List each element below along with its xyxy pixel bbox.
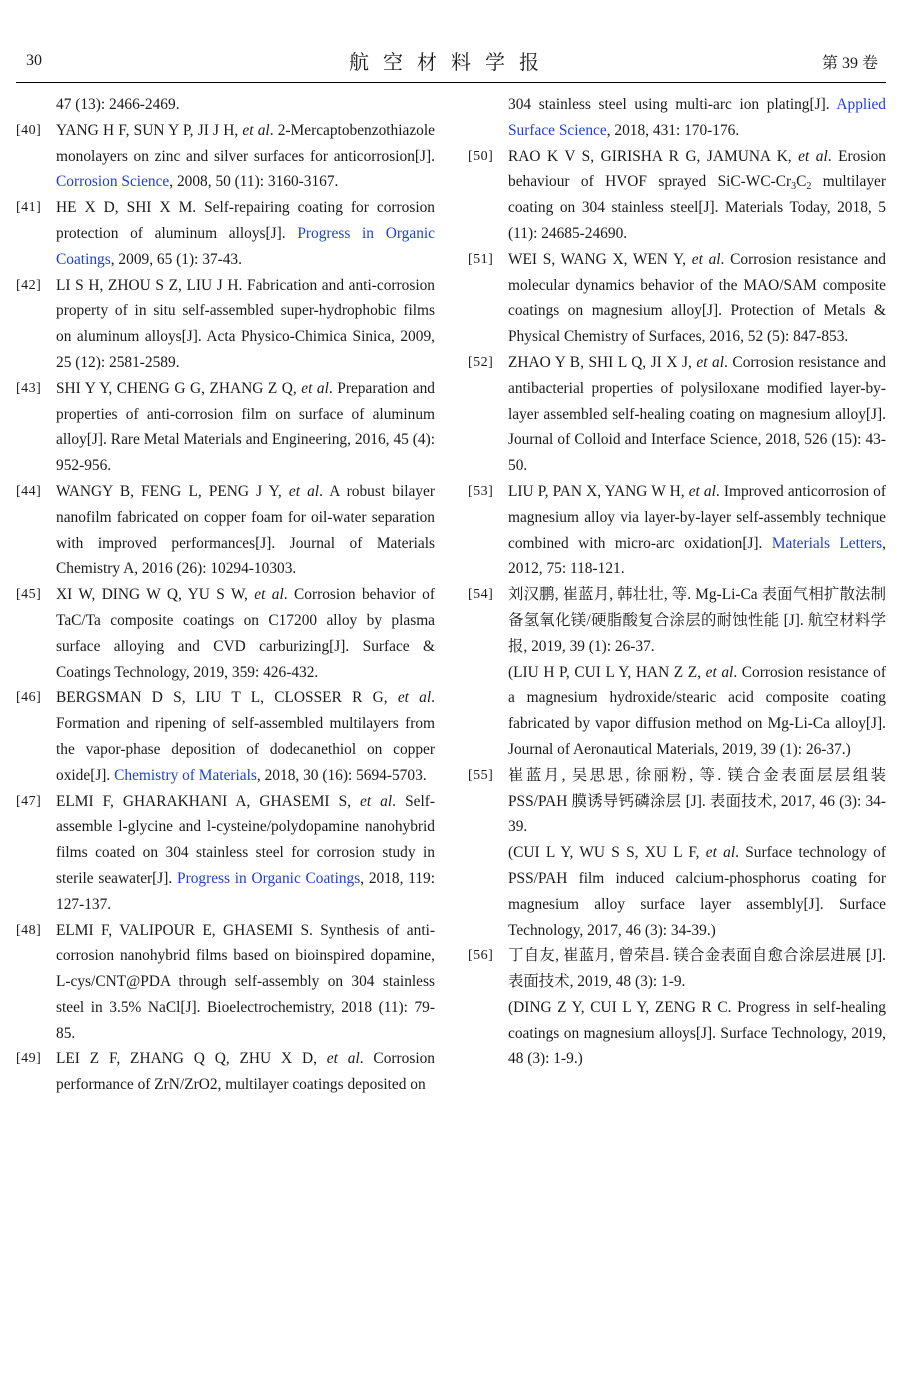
reference-55: [55] 崔蓝月, 吴思思, 徐丽粉, 等. 镁合金表面层层组装 PSS/PAH 膜诱导钙磷涂层 [J]. 表面技术, 2017, 46 (3): 34-39. <box>468 763 886 840</box>
reference-number: [44] <box>16 483 42 499</box>
page-number: 30 <box>26 52 42 69</box>
page-header <box>0 0 902 85</box>
reference-44: [44] WANGY B, FENG L, PENG J Y, et al. A robust bilayer nanofilm fabricated on copper foam for oil-water separation with improved performances[J]. Journal of Materials Chemistry A, 2016 (26): 10294-10303. <box>16 479 435 582</box>
reference-42: [42] LI S H, ZHOU S Z, LIU J H. Fabrication and anti-corrosion property of in situ self-assembled super-hydrophobic films on aluminum alloys[J]. Acta Physico-Chimica Sinica, 2009, 25 (12): 2581-2589. <box>16 273 435 376</box>
reference-number: [43] <box>16 380 42 396</box>
reference-54: [54] 刘汉鹏, 崔蓝月, 韩壮壮, 等. Mg-Li-Ca 表面气相扩散法制备氢氧化镁/硬脂酸复合涂层的耐蚀性能 [J]. 航空材料学报, 2019, 39 (1): 26-37. <box>468 582 886 659</box>
reference-number: [42] <box>16 277 42 293</box>
reference-40: [40] YANG H F, SUN Y P, JI J H, et al. 2-Mercaptobenzothiazole monolayers on zinc and silver surfaces for anticorrosion[J]. Corrosion Science, 2008, 50 (11): 3160-3167. <box>16 118 435 195</box>
reference-52: [52] ZHAO Y B, SHI L Q, JI X J, et al. Corrosion resistance and antibacterial properties of polysiloxane modified layer-by-layer assembled self-healing coating on magnesium alloy[J]. Journal of Colloid and Interface Science, 2018, 526 (15): 43-50. <box>468 350 886 479</box>
reference-number: [50] <box>468 148 494 164</box>
reference-number: [45] <box>16 587 42 603</box>
reference-continuation: 47 (13): 2466-2469. <box>56 96 180 113</box>
reference-49: [49] LEI Z F, ZHANG Q Q, ZHU X D, et al. Corrosion performance of ZrN/ZrO2, multilayer coatings deposited on <box>16 1046 435 1098</box>
reference-number: [56] <box>468 948 494 964</box>
reference-45: [45] XI W, DING W Q, YU S W, et al. Corrosion behavior of TaC/Ta composite coatings on C17200 alloy by plasma surface alloying and CVD carburizing[J]. Surface & Coatings Technology, 2019, 359: 426-432. <box>16 582 435 685</box>
reference-number: [54] <box>468 587 494 603</box>
reference-number: [49] <box>16 1051 42 1067</box>
reference-continuation: 304 stainless steel using multi-arc ion plating[J]. Applied Surface Science, 2018, 431: 170-176. <box>508 96 886 139</box>
reference-54-translation: (LIU H P, CUI L Y, HAN Z Z, et al. Corrosion resistance of a magnesium hydroxide/stearic acid composite coating fabricated by vapor diffusion method on Mg-Li-Ca alloy[J]. Journal of Aeronautical Materials, 2019, 39 (1): 26-37.) <box>508 663 886 758</box>
reference-41: [41] HE X D, SHI X M. Self-repairing coating for corrosion protection of aluminum alloys[J]. Progress in Organic Coatings, 2009, 65 (1): 37-43. <box>16 195 435 272</box>
reference-number: [55] <box>468 767 494 783</box>
reference-number: [46] <box>16 690 42 706</box>
reference-47: [47] ELMI F, GHARAKHANI A, GHASEMI S, et al. Self-assemble l-glycine and l-cysteine/polydopamine nanohybrid films coated on 304 stainless steel for corrosion study in sterile seawater[J]. Progress in Organic Coatings, 2018, 119: 127-137. <box>16 789 435 918</box>
reference-55-translation: (CUI L Y, WU S S, XU L F, et al. Surface technology of PSS/PAH film induced calcium-phosphorus coating for magnesium alloy surface layer assembly[J]. Surface Technology, 2017, 46 (3): 34-39.) <box>508 844 886 939</box>
volume-label: 第 39 卷 <box>821 55 878 72</box>
journal-link[interactable]: Corrosion Science <box>56 173 170 191</box>
reference-number: [48] <box>16 922 42 938</box>
right-column <box>468 92 886 1072</box>
journal-link[interactable]: Applied Surface Science <box>508 96 886 139</box>
reference-number: [40] <box>16 122 42 138</box>
journal-link[interactable]: Progress in Organic Coatings <box>177 869 361 887</box>
reference-number: [41] <box>16 200 42 216</box>
reference-43: [43] SHI Y Y, CHENG G G, ZHANG Z Q, et al. Preparation and properties of anti-corrosion film on surface of aluminum alloy[J]. Rare Metal Materials and Engineering, 2016, 45 (4): 952-956. <box>16 376 435 479</box>
journal-link[interactable]: Chemistry of Materials <box>114 766 257 784</box>
journal-link[interactable]: Materials Letters <box>771 534 883 552</box>
left-column <box>16 92 435 1098</box>
reference-56-translation: (DING Z Y, CUI L Y, ZENG R C. Progress in self-healing coatings on magnesium alloys[J]. Surface Technology, 2019, 48 (3): 1-9.) <box>508 998 886 1068</box>
reference-51: [51] WEI S, WANG X, WEN Y, et al. Corrosion resistance and molecular dynamics behavior of the MAO/SAM composite coatings on magnesium alloy[J]. Protection of Metals & Physical Chemistry of Surfaces, 2016, 52 (5): 847-853. <box>468 247 886 350</box>
reference-53: [53] LIU P, PAN X, YANG W H, et al. Improved anticorrosion of magnesium alloy via layer-by-layer self-assembly technique combined with micro-arc oxidation[J]. Materials Letters, 2012, 75: 118-121. <box>468 479 886 582</box>
reference-number: [53] <box>468 483 494 499</box>
journal-title: 航空材料学报 <box>349 52 553 74</box>
reference-50: [50] RAO K V S, GIRISHA R G, JAMUNA K, et al. Erosion behaviour of HVOF sprayed SiC-$WC-Cr_3C_2$ multilayer coating on 304 stainless steel[J]. Materials Today, 2018, 5 (11): 24685-24690. <box>468 144 886 247</box>
journal-link[interactable]: Progress in Organic Coatings <box>56 224 435 268</box>
reference-number: [51] <box>468 251 494 267</box>
reference-number: [47] <box>16 793 42 809</box>
header-rule <box>16 82 886 83</box>
reference-48: [48] ELMI F, VALIPOUR E, GHASEMI S. Synthesis of anti-corrosion nanohybrid films based on bioinspired dopamine, L-cys/CNT@PDA through self-assembly on 304 stainless steel in 3.5% NaCl[J]. Bioelectrochemistry, 2018 (11): 79-85. <box>16 918 435 1047</box>
reference-56: [56] 丁自友, 崔蓝月, 曾荣昌. 镁合金表面自愈合涂层进展 [J]. 表面技术, 2019, 48 (3): 1-9. <box>468 943 886 995</box>
reference-46: [46] BERGSMAN D S, LIU T L, CLOSSER R G, et al. Formation and ripening of self-assembled multilayers from the vapor-phase deposition of dodecanethiol on copper oxide[J]. Chemistry of Materials, 2018, 30 (16): 5694-5703. <box>16 685 435 788</box>
reference-number: [52] <box>468 354 494 370</box>
